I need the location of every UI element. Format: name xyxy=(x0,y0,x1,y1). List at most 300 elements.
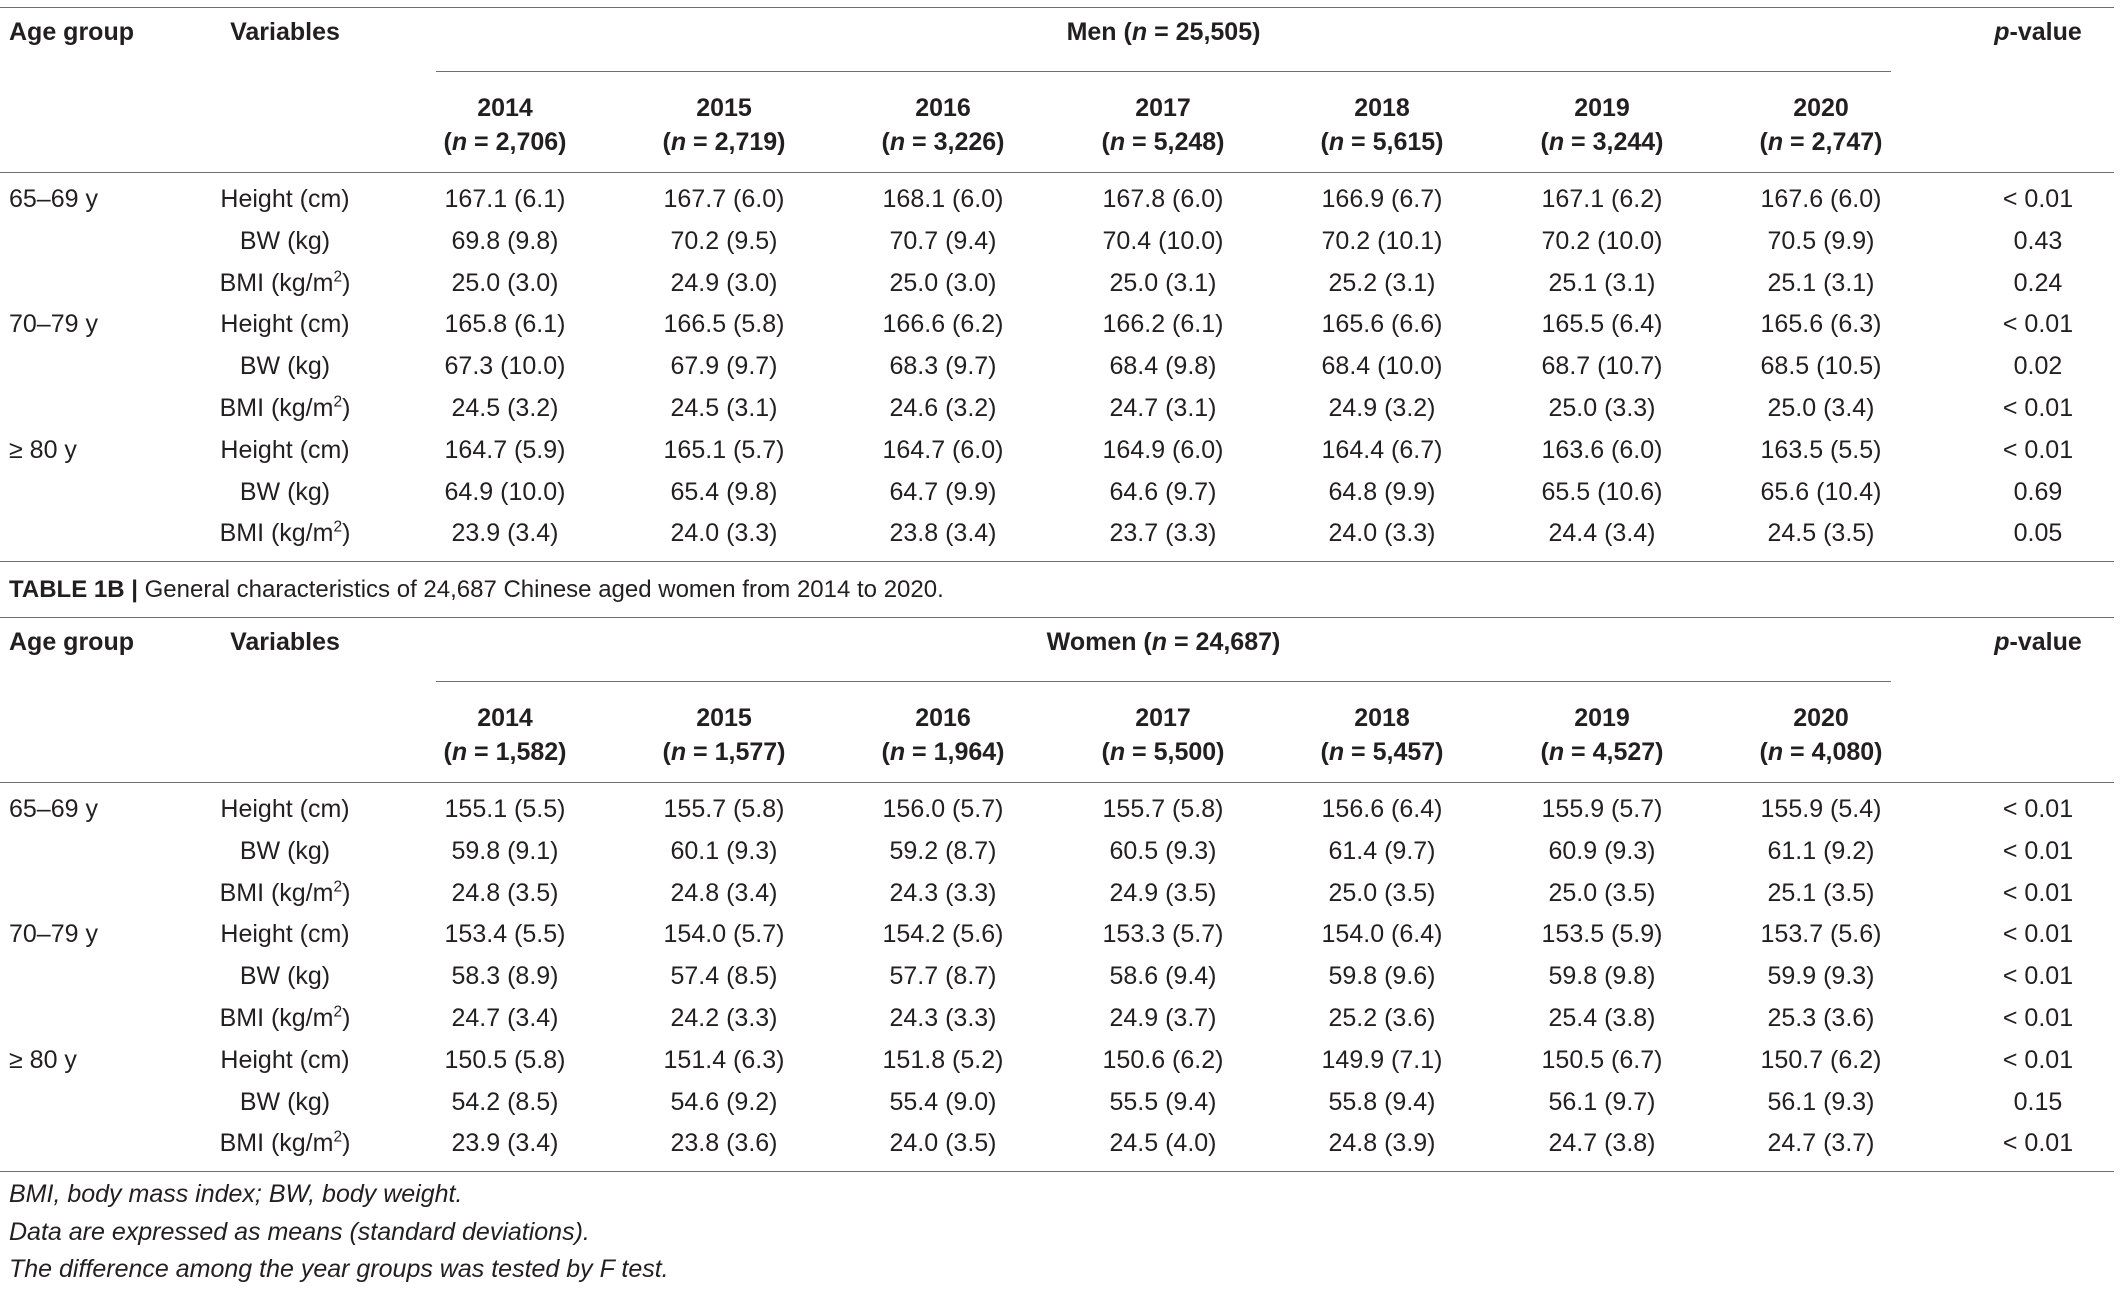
value-2018: 61.4 (9.7) xyxy=(1328,837,1436,865)
value-2018: 166.9 (6.7) xyxy=(1321,185,1443,213)
value-2016: 154.2 (5.6) xyxy=(882,920,1004,948)
value-2014: 69.8 (9.8) xyxy=(451,227,559,255)
p-value: 0.05 xyxy=(2013,519,2063,547)
value-2016: 166.6 (6.2) xyxy=(882,310,1004,338)
variable-tail: ) xyxy=(342,394,351,422)
footnote-test: The difference among the year groups was tested by F test. xyxy=(9,1255,669,1283)
count-n: n xyxy=(670,128,687,156)
value-2017: 153.3 (5.7) xyxy=(1102,920,1224,948)
value-2015: 151.4 (6.3) xyxy=(663,1046,785,1074)
value-2014: 54.2 (8.5) xyxy=(451,1088,559,1116)
header-variables: Variables xyxy=(230,628,340,656)
year-header-row xyxy=(0,702,2121,734)
top-rule xyxy=(0,617,2114,618)
table-row xyxy=(0,793,2121,825)
top-rule xyxy=(0,7,2114,8)
value-2014: 67.3 (10.0) xyxy=(444,352,566,380)
superscript: 2 xyxy=(333,878,343,896)
group-prefix: Women ( xyxy=(1046,628,1152,656)
value-2018: 25.2 (3.6) xyxy=(1328,1004,1436,1032)
value-2017: 24.5 (4.0) xyxy=(1109,1129,1217,1157)
header-age-group: Age group xyxy=(9,18,134,46)
value-2015: 24.0 (3.3) xyxy=(670,519,778,547)
count-open: ( xyxy=(443,738,452,766)
value-2016: 24.3 (3.3) xyxy=(889,879,997,907)
table-row xyxy=(0,267,2121,299)
value-2017: 155.7 (5.8) xyxy=(1102,795,1224,823)
table-row xyxy=(0,1002,2121,1034)
value-2019: 155.9 (5.7) xyxy=(1541,795,1663,823)
caption-text: General characteristics of 24,687 Chinese aged women from 2014 to 2020. xyxy=(137,576,944,603)
variable-tail: ) xyxy=(342,879,351,907)
value-2018: 24.0 (3.3) xyxy=(1328,519,1436,547)
table-row xyxy=(0,835,2121,867)
value-2016: 59.2 (8.7) xyxy=(889,837,997,865)
header-rule xyxy=(0,172,2114,173)
value-2018: 25.0 (3.5) xyxy=(1328,879,1436,907)
p-value: 0.15 xyxy=(2013,1088,2063,1116)
age-group-label: 70–79 y xyxy=(9,920,98,948)
variable-label xyxy=(165,267,405,299)
value-2014: 64.9 (10.0) xyxy=(444,478,566,506)
p-value: < 0.01 xyxy=(2002,920,2074,948)
count-n: n xyxy=(670,738,687,766)
value-2019: 167.1 (6.2) xyxy=(1541,185,1663,213)
value-2019: 56.1 (9.7) xyxy=(1548,1088,1656,1116)
value-2016: 156.0 (5.7) xyxy=(882,795,1004,823)
value-2020: 61.1 (9.2) xyxy=(1767,837,1875,865)
count-open: ( xyxy=(1101,128,1110,156)
count-open: ( xyxy=(1540,738,1549,766)
variable-label: Height (cm) xyxy=(220,1046,350,1074)
count-open: ( xyxy=(881,738,890,766)
group-underline xyxy=(436,71,1891,72)
table-row xyxy=(0,960,2121,992)
p-value: 0.43 xyxy=(2013,227,2063,255)
count-2014 xyxy=(405,736,605,768)
value-2015: 67.9 (9.7) xyxy=(670,352,778,380)
value-2018: 25.2 (3.1) xyxy=(1328,269,1436,297)
value-2017: 23.7 (3.3) xyxy=(1109,519,1217,547)
variable-label: Height (cm) xyxy=(220,185,350,213)
value-2020: 25.0 (3.4) xyxy=(1767,394,1875,422)
value-2017: 24.9 (3.5) xyxy=(1109,879,1217,907)
variable-label xyxy=(165,1127,405,1159)
value-2020: 165.6 (6.3) xyxy=(1760,310,1882,338)
count-open: ( xyxy=(1101,738,1110,766)
value-2016: 151.8 (5.2) xyxy=(882,1046,1004,1074)
variable-tail: ) xyxy=(342,519,351,547)
value-2017: 25.0 (3.1) xyxy=(1109,269,1217,297)
table-row xyxy=(0,225,2121,257)
value-2014: 58.3 (8.9) xyxy=(451,962,559,990)
p-value: < 0.01 xyxy=(2002,436,2074,464)
value-2016: 57.7 (8.7) xyxy=(889,962,997,990)
table-row xyxy=(0,183,2121,215)
value-2020: 153.7 (5.6) xyxy=(1760,920,1882,948)
value-2020: 167.6 (6.0) xyxy=(1760,185,1882,213)
value-2020: 25.3 (3.6) xyxy=(1767,1004,1875,1032)
p-value: < 0.01 xyxy=(2002,837,2074,865)
count-open: ( xyxy=(1759,128,1768,156)
value-2015: 154.0 (5.7) xyxy=(663,920,785,948)
value-2017: 68.4 (9.8) xyxy=(1109,352,1217,380)
p-italic: p xyxy=(1994,18,2010,46)
table-row xyxy=(0,918,2121,950)
superscript: 2 xyxy=(333,1128,343,1146)
variable-label: Height (cm) xyxy=(220,436,350,464)
group-suffix: = 24,687) xyxy=(1167,628,1281,656)
table-row xyxy=(0,476,2121,508)
value-2019: 163.6 (6.0) xyxy=(1541,436,1663,464)
value-2017: 58.6 (9.4) xyxy=(1109,962,1217,990)
table-row xyxy=(0,308,2121,340)
count-n: n xyxy=(1548,738,1565,766)
group-prefix: Men ( xyxy=(1066,18,1132,46)
value-2017: 24.9 (3.7) xyxy=(1109,1004,1217,1032)
count-header-row xyxy=(0,736,2121,768)
count-2015 xyxy=(624,736,824,768)
count-rest: = 5,457) xyxy=(1344,738,1444,766)
count-rest: = 2,706) xyxy=(467,128,567,156)
age-group-label: 70–79 y xyxy=(9,310,98,338)
value-2014: 23.9 (3.4) xyxy=(451,1129,559,1157)
year-2018: 2018 xyxy=(1354,704,1410,732)
year-2015: 2015 xyxy=(696,94,752,122)
year-2020: 2020 xyxy=(1793,704,1849,732)
group-suffix: = 25,505) xyxy=(1147,18,1261,46)
value-2014: 59.8 (9.1) xyxy=(451,837,559,865)
count-rest: = 1,964) xyxy=(905,738,1005,766)
footnote-data-format: Data are expressed as means (standard deviations). xyxy=(9,1218,590,1246)
header-p-value xyxy=(1963,16,2113,48)
variable-label: BW (kg) xyxy=(239,227,331,255)
value-2017: 64.6 (9.7) xyxy=(1109,478,1217,506)
p-value: < 0.01 xyxy=(2002,1004,2074,1032)
year-header-row xyxy=(0,92,2121,124)
count-open: ( xyxy=(1540,128,1549,156)
value-2015: 24.9 (3.0) xyxy=(670,269,778,297)
value-2015: 155.7 (5.8) xyxy=(663,795,785,823)
p-rest: -value xyxy=(2009,628,2082,656)
p-value: 0.69 xyxy=(2013,478,2063,506)
p-value: < 0.01 xyxy=(2002,879,2074,907)
group-header-row xyxy=(0,626,2121,658)
value-2016: 24.3 (3.3) xyxy=(889,1004,997,1032)
footnote-abbreviations: BMI, body mass index; BW, body weight. xyxy=(9,1180,463,1208)
table-row xyxy=(0,434,2121,466)
p-value: < 0.01 xyxy=(2002,310,2074,338)
value-2018: 149.9 (7.1) xyxy=(1321,1046,1443,1074)
value-2016: 64.7 (9.9) xyxy=(889,478,997,506)
value-2020: 56.1 (9.3) xyxy=(1767,1088,1875,1116)
value-2015: 166.5 (5.8) xyxy=(663,310,785,338)
value-2018: 156.6 (6.4) xyxy=(1321,795,1443,823)
table-1a-men xyxy=(0,0,2121,566)
value-2016: 55.4 (9.0) xyxy=(889,1088,997,1116)
value-2014: 153.4 (5.5) xyxy=(444,920,566,948)
age-group-label: 65–69 y xyxy=(9,795,98,823)
count-open: ( xyxy=(1320,128,1329,156)
age-group-label: ≥ 80 y xyxy=(9,436,77,464)
count-rest: = 5,500) xyxy=(1125,738,1225,766)
year-2017: 2017 xyxy=(1135,704,1191,732)
header-group-women xyxy=(436,626,1891,658)
variable-text: BMI (kg/m xyxy=(219,394,334,422)
header-group-men xyxy=(436,16,1891,48)
value-2020: 25.1 (3.1) xyxy=(1767,269,1875,297)
variable-text: BMI (kg/m xyxy=(219,1129,334,1157)
p-value: < 0.01 xyxy=(2002,962,2074,990)
value-2018: 64.8 (9.9) xyxy=(1328,478,1436,506)
count-n: n xyxy=(1328,738,1345,766)
variable-label: BW (kg) xyxy=(239,352,331,380)
count-open: ( xyxy=(881,128,890,156)
variable-text: BMI (kg/m xyxy=(219,269,334,297)
value-2020: 68.5 (10.5) xyxy=(1760,352,1882,380)
table-row xyxy=(0,1044,2121,1076)
table-row xyxy=(0,877,2121,909)
value-2020: 150.7 (6.2) xyxy=(1760,1046,1882,1074)
value-2015: 70.2 (9.5) xyxy=(670,227,778,255)
value-2016: 23.8 (3.4) xyxy=(889,519,997,547)
variable-label: BW (kg) xyxy=(239,478,331,506)
count-n: n xyxy=(1548,128,1565,156)
count-n: n xyxy=(889,128,906,156)
value-2020: 25.1 (3.5) xyxy=(1767,879,1875,907)
year-2016: 2016 xyxy=(915,94,971,122)
p-italic: p xyxy=(1994,628,2010,656)
count-2018 xyxy=(1282,126,1482,158)
count-rest: = 5,615) xyxy=(1344,128,1444,156)
year-2019: 2019 xyxy=(1574,94,1630,122)
variable-text: BMI (kg/m xyxy=(219,1004,334,1032)
value-2019: 24.7 (3.8) xyxy=(1548,1129,1656,1157)
value-2020: 59.9 (9.3) xyxy=(1767,962,1875,990)
table-row xyxy=(0,1086,2121,1118)
count-rest: = 4,527) xyxy=(1564,738,1664,766)
value-2017: 24.7 (3.1) xyxy=(1109,394,1217,422)
count-rest: = 3,226) xyxy=(905,128,1005,156)
variable-label: Height (cm) xyxy=(220,310,350,338)
value-2016: 164.7 (6.0) xyxy=(882,436,1004,464)
header-age-group: Age group xyxy=(9,628,134,656)
table-row xyxy=(0,1127,2121,1159)
count-n: n xyxy=(1767,128,1784,156)
group-n: n xyxy=(1151,628,1168,656)
value-2014: 24.7 (3.4) xyxy=(451,1004,559,1032)
value-2019: 25.4 (3.8) xyxy=(1548,1004,1656,1032)
header-rule xyxy=(0,782,2114,783)
year-2018: 2018 xyxy=(1354,94,1410,122)
group-header-row xyxy=(0,16,2121,48)
count-2017 xyxy=(1063,126,1263,158)
count-rest: = 2,747) xyxy=(1783,128,1883,156)
value-2020: 155.9 (5.4) xyxy=(1760,795,1882,823)
year-2014: 2014 xyxy=(477,704,533,732)
value-2019: 60.9 (9.3) xyxy=(1548,837,1656,865)
count-rest: = 5,248) xyxy=(1125,128,1225,156)
year-2016: 2016 xyxy=(915,704,971,732)
value-2015: 54.6 (9.2) xyxy=(670,1088,778,1116)
value-2019: 59.8 (9.8) xyxy=(1548,962,1656,990)
value-2016: 24.0 (3.5) xyxy=(889,1129,997,1157)
value-2020: 24.5 (3.5) xyxy=(1767,519,1875,547)
value-2019: 165.5 (6.4) xyxy=(1541,310,1663,338)
value-2017: 167.8 (6.0) xyxy=(1102,185,1224,213)
variable-label: BW (kg) xyxy=(239,837,331,865)
count-2014 xyxy=(405,126,605,158)
superscript: 2 xyxy=(333,268,343,286)
value-2018: 165.6 (6.6) xyxy=(1321,310,1443,338)
count-open: ( xyxy=(443,128,452,156)
table-row xyxy=(0,350,2121,382)
value-2014: 165.8 (6.1) xyxy=(444,310,566,338)
value-2016: 70.7 (9.4) xyxy=(889,227,997,255)
value-2017: 55.5 (9.4) xyxy=(1109,1088,1217,1116)
count-2020 xyxy=(1721,126,1921,158)
year-2019: 2019 xyxy=(1574,704,1630,732)
group-underline xyxy=(436,681,1891,682)
value-2019: 65.5 (10.6) xyxy=(1541,478,1663,506)
count-n: n xyxy=(451,128,468,156)
p-value: 0.24 xyxy=(2013,269,2063,297)
count-2018 xyxy=(1282,736,1482,768)
count-rest: = 1,582) xyxy=(467,738,567,766)
age-group-label: 65–69 y xyxy=(9,185,98,213)
count-n: n xyxy=(1109,738,1126,766)
count-rest: = 2,719) xyxy=(686,128,786,156)
value-2014: 24.8 (3.5) xyxy=(451,879,559,907)
value-2015: 24.8 (3.4) xyxy=(670,879,778,907)
count-2020 xyxy=(1721,736,1921,768)
bottom-rule xyxy=(0,561,2114,562)
p-rest: -value xyxy=(2009,18,2082,46)
value-2019: 24.4 (3.4) xyxy=(1548,519,1656,547)
value-2017: 166.2 (6.1) xyxy=(1102,310,1224,338)
value-2015: 65.4 (9.8) xyxy=(670,478,778,506)
value-2015: 167.7 (6.0) xyxy=(663,185,785,213)
table-caption xyxy=(9,574,944,606)
value-2018: 24.8 (3.9) xyxy=(1328,1129,1436,1157)
count-open: ( xyxy=(1320,738,1329,766)
value-2014: 150.5 (5.8) xyxy=(444,1046,566,1074)
bottom-rule xyxy=(0,1171,2114,1172)
count-2015 xyxy=(624,126,824,158)
p-value: < 0.01 xyxy=(2002,1129,2074,1157)
year-2014: 2014 xyxy=(477,94,533,122)
value-2015: 60.1 (9.3) xyxy=(670,837,778,865)
count-2017 xyxy=(1063,736,1263,768)
value-2014: 24.5 (3.2) xyxy=(451,394,559,422)
value-2014: 25.0 (3.0) xyxy=(451,269,559,297)
value-2018: 164.4 (6.7) xyxy=(1321,436,1443,464)
header-variables: Variables xyxy=(230,18,340,46)
value-2015: 23.8 (3.6) xyxy=(670,1129,778,1157)
year-2015: 2015 xyxy=(696,704,752,732)
variable-label xyxy=(165,517,405,549)
value-2018: 154.0 (6.4) xyxy=(1321,920,1443,948)
value-2016: 68.3 (9.7) xyxy=(889,352,997,380)
count-n: n xyxy=(1328,128,1345,156)
count-header-row xyxy=(0,126,2121,158)
variable-tail: ) xyxy=(342,1004,351,1032)
table-row xyxy=(0,392,2121,424)
count-n: n xyxy=(889,738,906,766)
value-2015: 24.2 (3.3) xyxy=(670,1004,778,1032)
variable-text: BMI (kg/m xyxy=(219,519,334,547)
count-rest: = 3,244) xyxy=(1564,128,1664,156)
variable-tail: ) xyxy=(342,269,351,297)
count-open: ( xyxy=(1759,738,1768,766)
variable-label xyxy=(165,392,405,424)
value-2016: 168.1 (6.0) xyxy=(882,185,1004,213)
value-2020: 70.5 (9.9) xyxy=(1767,227,1875,255)
count-2016 xyxy=(843,736,1043,768)
variable-text: BMI (kg/m xyxy=(219,879,334,907)
variable-label xyxy=(165,1002,405,1034)
value-2019: 70.2 (10.0) xyxy=(1541,227,1663,255)
variable-label: Height (cm) xyxy=(220,920,350,948)
variable-label xyxy=(165,877,405,909)
year-2017: 2017 xyxy=(1135,94,1191,122)
value-2017: 150.6 (6.2) xyxy=(1102,1046,1224,1074)
value-2019: 25.0 (3.3) xyxy=(1548,394,1656,422)
value-2018: 59.8 (9.6) xyxy=(1328,962,1436,990)
value-2019: 25.0 (3.5) xyxy=(1548,879,1656,907)
value-2016: 24.6 (3.2) xyxy=(889,394,997,422)
variable-tail: ) xyxy=(342,1129,351,1157)
count-rest: = 1,577) xyxy=(686,738,786,766)
superscript: 2 xyxy=(333,518,343,536)
value-2018: 24.9 (3.2) xyxy=(1328,394,1436,422)
caption-label: TABLE 1B | xyxy=(9,576,138,603)
p-value: < 0.01 xyxy=(2002,394,2074,422)
value-2014: 164.7 (5.9) xyxy=(444,436,566,464)
value-2020: 24.7 (3.7) xyxy=(1767,1129,1875,1157)
variable-label: BW (kg) xyxy=(239,962,331,990)
superscript: 2 xyxy=(333,1003,343,1021)
count-n: n xyxy=(1767,738,1784,766)
count-rest: = 4,080) xyxy=(1783,738,1883,766)
value-2014: 23.9 (3.4) xyxy=(451,519,559,547)
value-2019: 153.5 (5.9) xyxy=(1541,920,1663,948)
year-2020: 2020 xyxy=(1793,94,1849,122)
p-value: 0.02 xyxy=(2013,352,2063,380)
value-2018: 70.2 (10.1) xyxy=(1321,227,1443,255)
count-2016 xyxy=(843,126,1043,158)
variable-label: BW (kg) xyxy=(239,1088,331,1116)
value-2018: 55.8 (9.4) xyxy=(1328,1088,1436,1116)
header-p-value xyxy=(1963,626,2113,658)
group-n: n xyxy=(1131,18,1148,46)
value-2019: 25.1 (3.1) xyxy=(1548,269,1656,297)
value-2017: 60.5 (9.3) xyxy=(1109,837,1217,865)
value-2020: 163.5 (5.5) xyxy=(1760,436,1882,464)
value-2014: 167.1 (6.1) xyxy=(444,185,566,213)
value-2019: 68.7 (10.7) xyxy=(1541,352,1663,380)
count-2019 xyxy=(1502,126,1702,158)
p-value: < 0.01 xyxy=(2002,1046,2074,1074)
value-2014: 155.1 (5.5) xyxy=(444,795,566,823)
value-2015: 165.1 (5.7) xyxy=(663,436,785,464)
value-2017: 70.4 (10.0) xyxy=(1102,227,1224,255)
value-2017: 164.9 (6.0) xyxy=(1102,436,1224,464)
p-value: < 0.01 xyxy=(2002,795,2074,823)
value-2019: 150.5 (6.7) xyxy=(1541,1046,1663,1074)
count-2019 xyxy=(1502,736,1702,768)
value-2020: 65.6 (10.4) xyxy=(1760,478,1882,506)
